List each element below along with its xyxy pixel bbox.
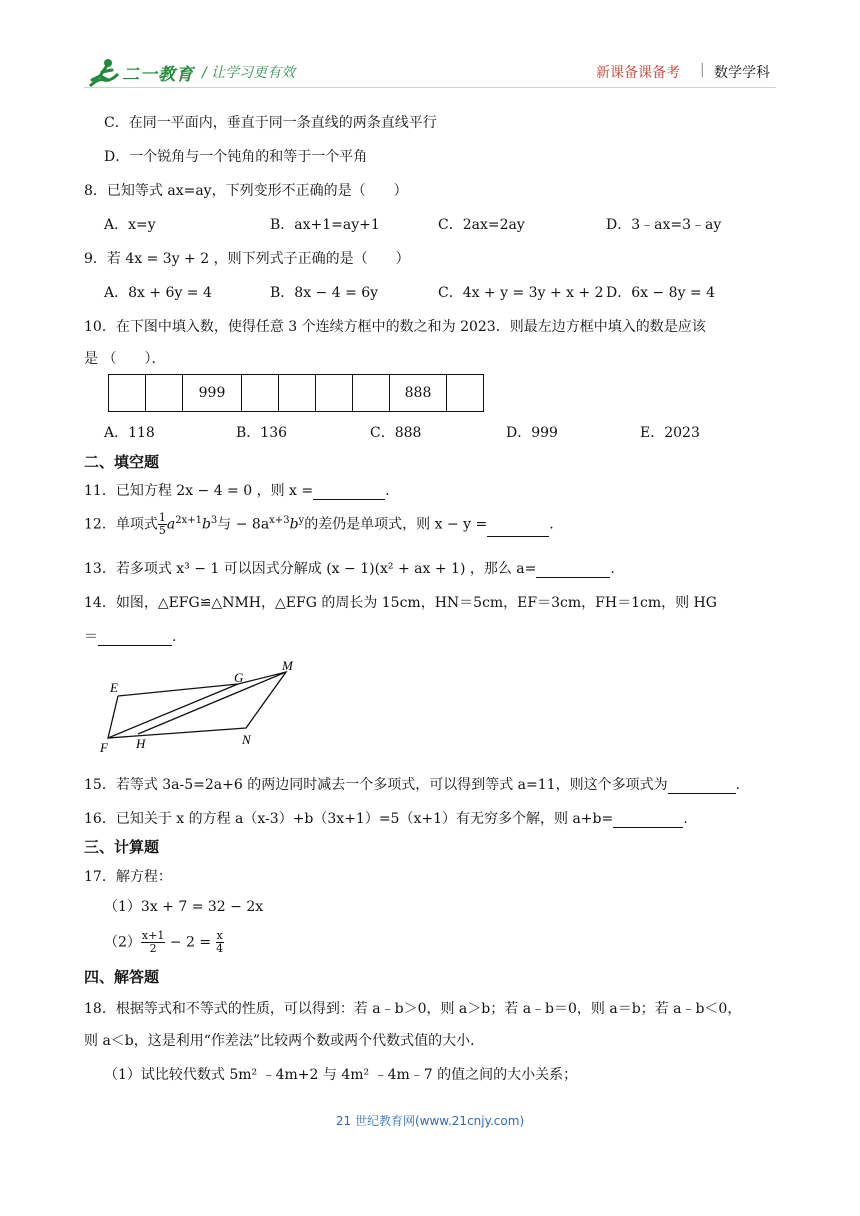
q12-text-mid: 与 − 8a — [217, 516, 270, 533]
part-label: （2） — [104, 934, 141, 951]
q12-text: 12．单项式 — [84, 516, 158, 533]
number-box: 999 — [183, 375, 242, 412]
denominator: 4 — [216, 942, 224, 955]
q17-part-1: （1）3x + 7 = 32 − 2x — [104, 899, 264, 915]
q14-stem: 14．如图，△EFG≌△NMH，△EFG 的周长为 15cm，HN＝5cm，EF＝3cm，FH＝1cm，则 HG — [84, 595, 717, 611]
q9-option-b: B．8x − 4 = 6y — [270, 285, 379, 301]
exponent: y — [298, 514, 305, 526]
numerator: x+1 — [141, 929, 165, 942]
label-g: G — [234, 670, 244, 685]
label-e: E — [110, 680, 118, 695]
exponent: x+3 — [269, 514, 290, 526]
footer-source: 21 世纪教育网(www.21cnjy.com) — [335, 1114, 525, 1128]
q10-option-a: A．118 — [104, 425, 155, 441]
triangle-figure — [96, 654, 316, 758]
q10-option-d: D．999 — [506, 425, 558, 441]
q10-stem: 10．在下图中填入数，使得任意 3 个连续方框中的数之和为 2023．则最左边方框中填入的数是应该 — [84, 319, 706, 335]
q17-stem: 17．解方程： — [84, 869, 172, 885]
answer-blank — [668, 779, 736, 794]
period: . — [549, 516, 554, 533]
period: . — [683, 811, 688, 827]
numerator: 1 — [158, 511, 166, 524]
number-box — [279, 375, 316, 412]
equation-mid: − 2 = — [169, 934, 212, 951]
header-course-tag: 新课备课备考 — [596, 65, 680, 81]
q11-stem — [84, 480, 390, 500]
number-box — [353, 375, 390, 412]
q8-option-b: B．ax+1=ay+1 — [270, 217, 380, 233]
label-n: N — [242, 732, 251, 747]
header-divider: | — [700, 62, 705, 78]
denominator: 2 — [149, 942, 157, 955]
q18-stem: 18．根据等式和不等式的性质，可以得到：若 a﹣b＞0，则 a＞b；若 a﹣b＝0，则 a＝b；若 a﹣b＜0， — [84, 1001, 742, 1017]
header-subject: 数学学科 — [714, 65, 770, 81]
label-f: F — [100, 740, 108, 755]
q8-option-c: C．2ax=2ay — [438, 217, 525, 233]
period: . — [610, 561, 615, 577]
fraction — [158, 512, 167, 537]
q17-part-2 — [104, 930, 224, 955]
exponent: 2x+1 — [175, 514, 202, 526]
number-box — [447, 375, 484, 412]
q12-stem: 12．单项式 $\frac{1}{5}$ $a^{2x+1}b^3$与 − $8a^{x+3}b^y$的差仍是单项式，则 x − y = . — [84, 511, 554, 537]
slogan: / 让学习更有效 — [202, 65, 296, 81]
period: . — [385, 483, 390, 499]
q10-stem-cont: 是 （ ）． — [84, 351, 166, 367]
q8-option-a: A．x=y — [104, 217, 156, 233]
number-box — [109, 375, 146, 412]
q18-stem-cont: 则 a＜b，这是利用“作差法”比较两个数或两个代数式值的大小． — [84, 1033, 485, 1049]
q10-option-b: B．136 — [236, 425, 288, 441]
q16-stem — [84, 808, 688, 828]
q16-text: 16．已知关于 x 的方程 a（x-3）+b（3x+1）=5（x+1）有无穷多个解，则 a+b= — [84, 811, 614, 827]
brand-logo-text: 二一教育 — [122, 65, 194, 85]
answer-blank — [98, 631, 172, 646]
period: . — [172, 629, 177, 645]
label-h: H — [136, 736, 146, 751]
fraction — [216, 930, 224, 955]
denominator: 5 — [158, 524, 166, 537]
period: . — [735, 777, 741, 793]
q8-stem: 8．已知等式 ax=ay，下列变形不正确的是（ ） — [84, 183, 408, 199]
answer-blank — [613, 813, 683, 828]
section-heading-computation: 三、计算题 — [84, 838, 160, 856]
q13-stem — [84, 558, 615, 578]
number-box: 888 — [390, 375, 447, 412]
section-heading-fill-in: 二、填空题 — [84, 453, 160, 471]
number-box — [316, 375, 353, 412]
q15-text: 15．若等式 3a-5=2a+6 的两边同时减去一个多项式，可以得到等式 a=11，则这个多项式为 — [84, 777, 668, 793]
q15-stem — [84, 774, 740, 794]
q12-text-end: 的差仍是单项式，则 x − y = — [304, 516, 488, 533]
answer-blank — [536, 563, 610, 578]
q10-number-boxes — [108, 374, 484, 412]
exponent: 3 — [210, 514, 218, 526]
label-m: M — [282, 658, 293, 673]
q8-option-d: D．3﹣ax=3﹣ay — [606, 217, 722, 233]
fraction — [141, 930, 165, 955]
q14-text: ＝ — [84, 629, 98, 645]
number-box — [242, 375, 279, 412]
section-heading-answers: 四、解答题 — [84, 968, 160, 986]
q14-stem-cont — [84, 626, 176, 646]
q7-option-d: D．一个锐角与一个钝角的和等于一个平角 — [104, 149, 368, 165]
q10-option-c: C．888 — [370, 425, 422, 441]
q13-text: 13．若多项式 x³ − 1 可以因式分解成 (x − 1)(x² + ax + 1) ，那么 a= — [84, 561, 537, 577]
number-box — [146, 375, 183, 412]
numerator: x — [216, 929, 223, 942]
q10-option-e: E．2023 — [640, 425, 700, 441]
q18-part-1: （1）试比较代数式 5m² ﹣4m+2 与 4m² ﹣4m﹣7 的值之间的大小关系； — [104, 1067, 578, 1083]
q7-option-c: C．在同一平面内，垂直于同一条直线的两条直线平行 — [104, 115, 437, 131]
q9-option-d: D．6x − 8y = 4 — [606, 285, 716, 301]
header-rule — [84, 87, 776, 88]
q9-option-a: A．8x + 6y = 4 — [104, 285, 212, 301]
q9-stem: 9．若 4x = 3y + 2 ，则下列式子正确的是（ ） — [84, 251, 410, 267]
answer-blank — [487, 522, 549, 537]
q9-option-c: C．4x + y = 3y + x + 2 — [438, 285, 604, 301]
q11-text: 11．已知方程 2x − 4 = 0 ，则 x = — [84, 483, 314, 499]
answer-blank — [313, 485, 385, 500]
